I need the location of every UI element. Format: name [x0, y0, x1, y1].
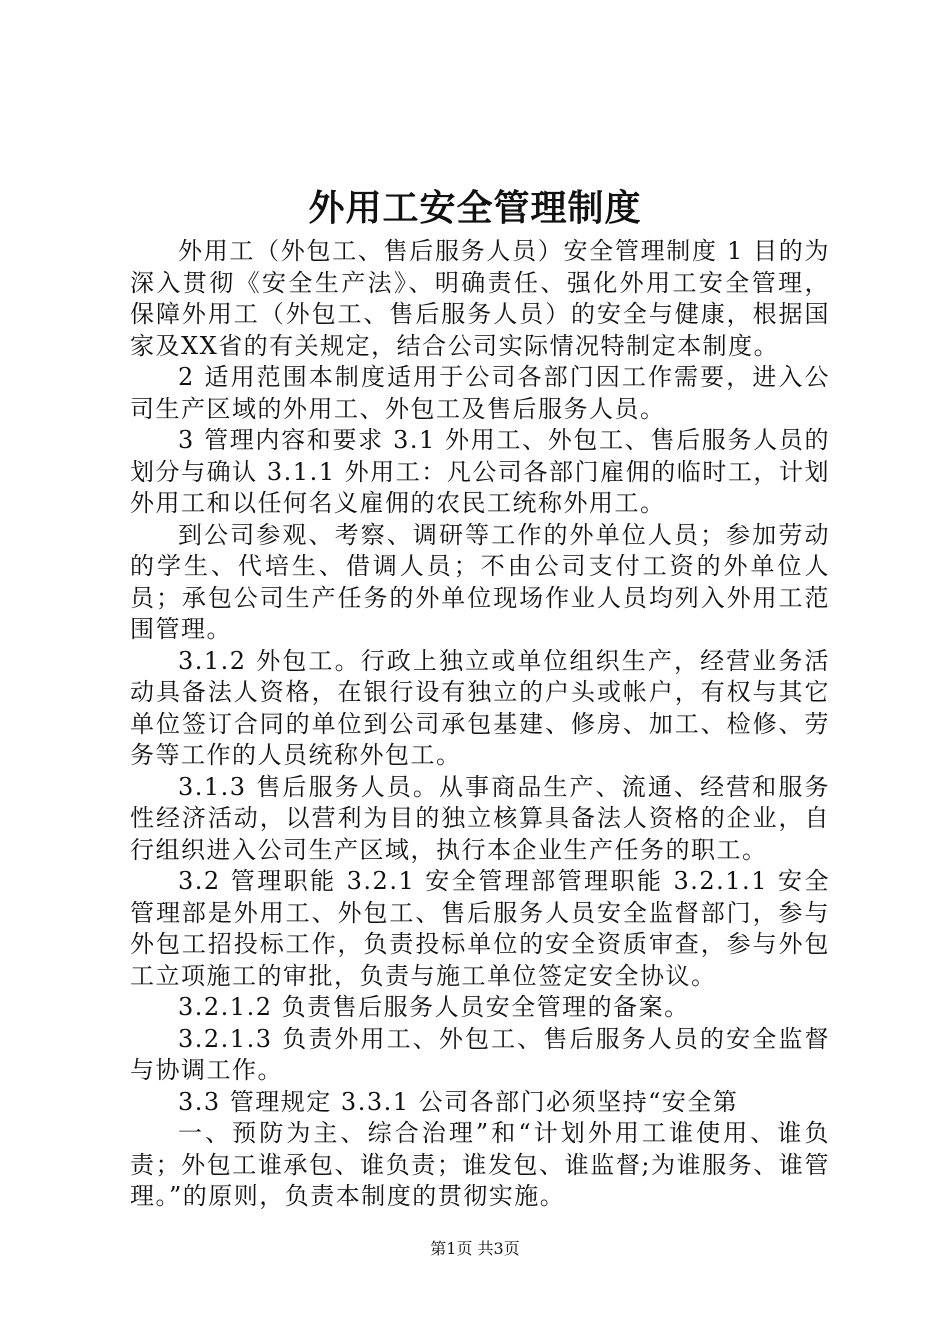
- paragraph-filing: 3.2.1.2 负责售后服务人员安全管理的备案。: [178, 993, 690, 1021]
- paragraph-scope: 2 适用范围本制度适用于公司各部门因工作需要，进入公司生产区域的外用工、外包工及售后服务人员。: [130, 363, 830, 423]
- paragraph-requirements: 3 管理内容和要求 3.1 外用工、外包工、售后服务人员的划分与确认 3.1.1 外用工：凡公司各部门雇佣的临时工，计划外用工和以任何名义雇佣的农民工统称外用工。: [130, 426, 830, 517]
- page-number-footer: 第1页 共3页: [430, 1239, 520, 1258]
- paragraph-after-sales: 3.1.3 售后服务人员。从事商品生产、流通、经营和服务性经济活动，以营利为目的独立核算具备法人资格的企业，自行组织进入公司生产区域，执行本企业生产任务的职工。: [130, 772, 830, 864]
- paragraph-contract-workers: 3.1.2 外包工。行政上独立或单位组织生产，经营业务活动具备法人资格，在银行设有独立的户头或帐户，有权与其它单位签订合同的单位到公司承包基建、修房、加工、检修、劳务等工作的人员统称外包工。: [130, 646, 830, 769]
- paragraph-regulations: 3.3 管理规定 3.3.1 公司各部门必须坚持“安全第: [178, 1087, 739, 1116]
- paragraph-purpose: 外用工（外包工、售后服务人员）安全管理制度 1 目的为深入贯彻《安全生产法》、明确责任、强化外用工安全管理，保障外用工（外包工、售后服务人员）的安全与健康，根据国家及XX省的有关规定，结合公司实际情况特制定本制度。: [130, 237, 830, 360]
- paragraph-supervision: 3.2.1.3 负责外用工、外包工、售后服务人员的安全监督与协调工作。: [130, 1024, 830, 1084]
- paragraph-management-functions: 3.2 管理职能 3.2.1 安全管理部管理职能 3.2.1.1 安全管理部是外用工、外包工、售后服务人员安全监督部门，参与外包工招投标工作，负责投标单位的安全资质审查，参与外包工立项施工的审批，负责与施工单位签定安全协议。: [130, 867, 830, 990]
- document-body: [130, 236, 830, 1213]
- paragraph-principles: 一、预防为主、综合治理”和“计划外用工谁使用、谁负责；外包工谁承包、谁负责；谁发包、谁监督;为谁服务、谁管理。”的原则，负责本制度的贯彻实施。: [130, 1119, 830, 1210]
- document-title: 外用工安全管理制度: [308, 187, 642, 229]
- paragraph-outside-personnel: 到公司参观、考察、调研等工作的外单位人员；参加劳动的学生、代培生、借调人员；不由公司支付工资的外单位人员；承包公司生产任务的外单位现场作业人员均列入外用工范围管理。: [130, 520, 830, 643]
